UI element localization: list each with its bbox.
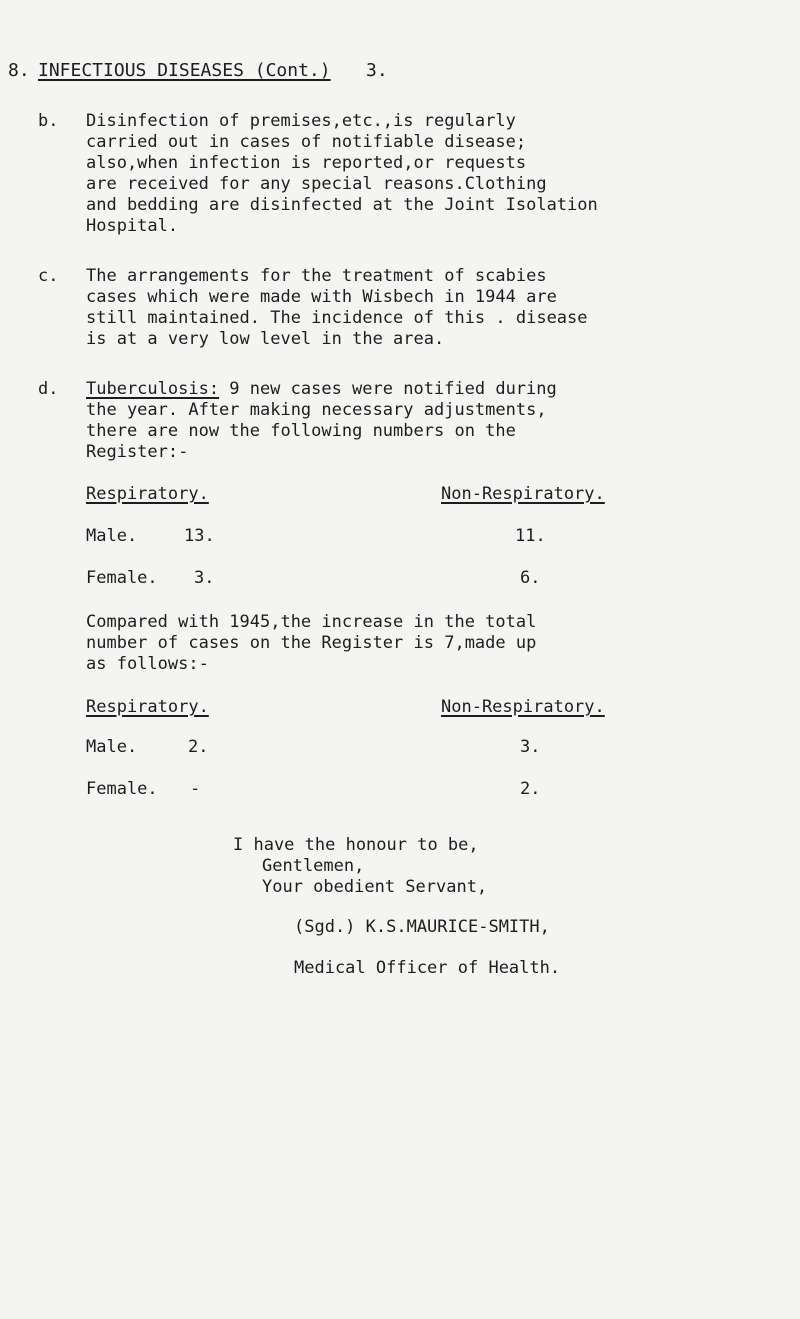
item-b-line: Disinfection of premises,etc.,is regularly: [86, 111, 516, 131]
register-nonrespiratory-value: 6.: [520, 568, 541, 588]
register-col-nonrespiratory-header: Non-Respiratory.: [441, 484, 605, 504]
item-d-marker: d.: [38, 379, 59, 399]
item-d-line: the year. After making necessary adjustments,: [86, 400, 547, 420]
comparison-line: number of cases on the Register is 7,made up: [86, 633, 537, 653]
closing-line: I have the honour to be,: [233, 835, 479, 855]
increase-row-label: Female.: [86, 779, 158, 799]
register-row-label: Male.: [86, 526, 138, 546]
closing-salutation: Gentlemen,: [262, 856, 365, 876]
item-b-line: Hospital.: [86, 216, 179, 236]
item-d-line: Register:-: [86, 442, 189, 462]
item-d-heading: Tuberculosis:: [86, 379, 220, 399]
item-d-line: there are now the following numbers on the: [86, 421, 516, 441]
signatory-title: Medical Officer of Health.: [294, 958, 561, 978]
closing-line: Your obedient Servant,: [262, 877, 488, 897]
section-title: INFECTIOUS DISEASES (Cont.): [38, 60, 331, 81]
increase-row-label: Male.: [86, 737, 138, 757]
increase-respiratory-value: 2.: [188, 737, 209, 757]
register-respiratory-value: 13.: [184, 526, 215, 546]
item-b-line: also,when infection is reported,or requests: [86, 153, 527, 173]
item-b-line: and bedding are disinfected at the Joint Isolation: [86, 195, 598, 215]
item-b-line: carried out in cases of notifiable disease;: [86, 132, 527, 152]
item-c-line: is at a very low level in the area.: [86, 329, 445, 349]
increase-nonrespiratory-value: 3.: [520, 737, 541, 757]
register-row-label: Female.: [86, 568, 158, 588]
item-c-line: The arrangements for the treatment of scabies: [86, 266, 547, 286]
section-number: 8.: [8, 60, 30, 81]
register-nonrespiratory-value: 11.: [515, 526, 546, 546]
item-c-line: cases which were made with Wisbech in 1944 are: [86, 287, 557, 307]
page-number: 3.: [366, 60, 388, 81]
increase-respiratory-value: -: [190, 779, 201, 799]
item-b-marker: b.: [38, 111, 59, 131]
item-c-marker: c.: [38, 266, 59, 286]
increase-nonrespiratory-value: 2.: [520, 779, 541, 799]
increase-col-respiratory-header: Respiratory.: [86, 697, 209, 717]
item-d-line: 9 new cases were notified during: [219, 379, 557, 399]
comparison-line: as follows:-: [86, 654, 209, 674]
register-respiratory-value: 3.: [194, 568, 215, 588]
signature: (Sgd.) K.S.MAURICE-SMITH,: [294, 917, 550, 937]
increase-col-nonrespiratory-header: Non-Respiratory.: [441, 697, 605, 717]
item-c-line: still maintained. The incidence of this . disease: [86, 308, 588, 328]
comparison-line: Compared with 1945,the increase in the total: [86, 612, 537, 632]
item-b-line: are received for any special reasons.Clothing: [86, 174, 547, 194]
register-col-respiratory-header: Respiratory.: [86, 484, 209, 504]
